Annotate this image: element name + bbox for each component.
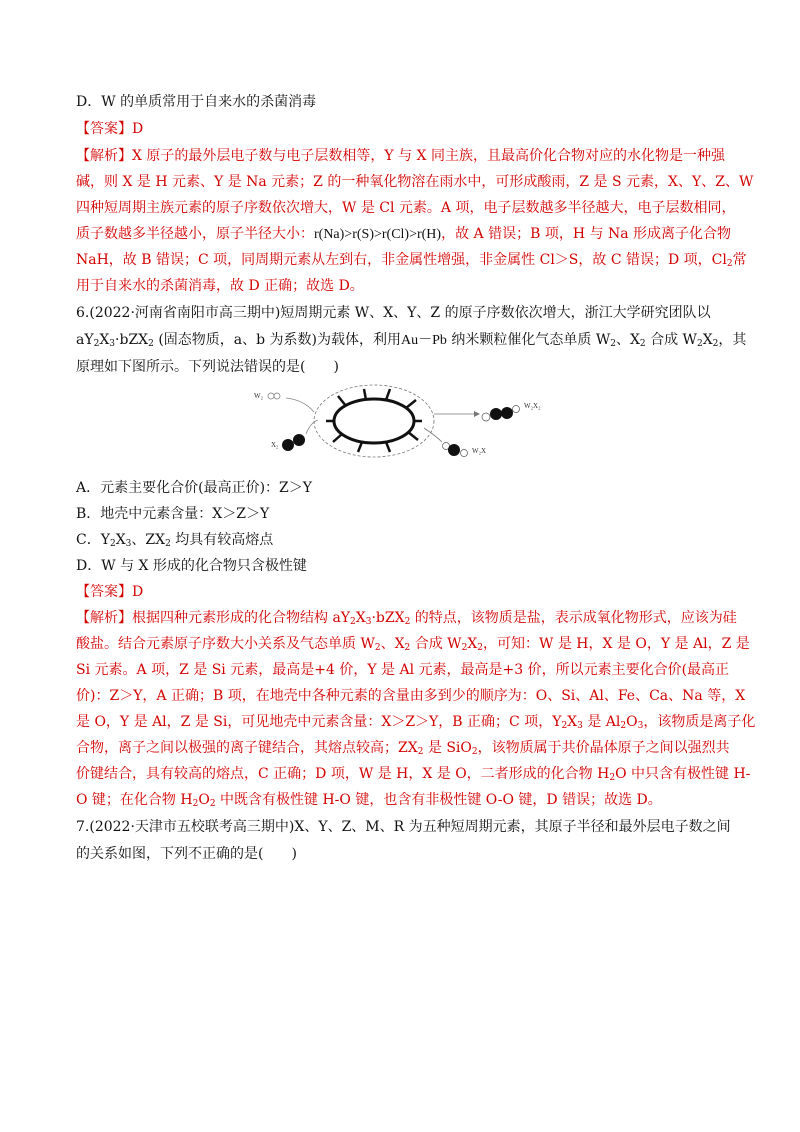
subscript: 2 — [165, 539, 171, 549]
subscript: 3 — [125, 539, 132, 549]
analysis-text: ，故 A 错误；B 项，H 与 Na 形成离子化合物 — [441, 226, 731, 242]
q6-option-b: B．地壳中元素含量：X＞Z＞Y — [76, 506, 270, 522]
t: 纳米颗粒催化气态单质 W — [446, 332, 611, 348]
q6-analysis-line-5 — [76, 712, 755, 732]
t: (固态物质，a、b 为系数)为载体，利用 — [153, 332, 402, 348]
t: X — [115, 532, 126, 548]
subscript: 2 — [192, 799, 199, 809]
t: 合物，离子之间以极强的离子键结合，其熔点较高；ZX — [76, 740, 418, 756]
analysis-tag: 【解析】 — [76, 610, 132, 626]
x-atom — [501, 407, 513, 419]
q5-analysis-line-4 — [76, 224, 731, 245]
q6-answer — [76, 582, 143, 602]
answer-value: D — [132, 584, 144, 600]
t: aY — [76, 332, 94, 348]
reaction-diagram — [246, 384, 556, 464]
q5-analysis-line-6: 用于自来水的杀菌消毒，故 D 正确；故选 D。 — [76, 278, 364, 294]
q6-analysis-line-1 — [76, 608, 737, 628]
t: ·bZX — [371, 610, 405, 626]
label-x2: X₂ — [271, 441, 279, 449]
q6-stem-line-2 — [76, 330, 746, 351]
t: X — [355, 610, 366, 626]
arrow-out-w2x — [424, 428, 442, 442]
q6-analysis-line-7 — [76, 764, 750, 784]
t: ，可知：W 是 H，X 是 O，Y 是 Al，Z 是 — [483, 636, 750, 652]
subscript: 2 — [639, 339, 646, 349]
t: 是 SiO — [423, 740, 472, 756]
t: ，该物质是离子化 — [643, 714, 756, 730]
subscript: 2 — [726, 259, 733, 269]
radius-formula: r(Na)>r(S)>r(Cl)>r(H) — [314, 227, 442, 242]
x-atom — [490, 408, 502, 420]
q6-stem-line-1: 6.(2022·河南省南阳市高三期中)短周期元素 W、X、Y、Z 的原子序数依次增大，浙江大学研究团队以 — [76, 305, 711, 321]
subscript: 2 — [417, 747, 424, 757]
q6-analysis-line-8 — [76, 790, 662, 810]
subscript: 2 — [350, 617, 356, 627]
x-atom — [282, 439, 294, 451]
subscript: 2 — [209, 799, 216, 809]
q7-stem-line-1: 7.(2022·天津市五校联考高三期中)X、Y、Z、M、R 为五种短周期元素，其原子半径和最外层电子数之间 — [76, 819, 731, 835]
subscript: 2 — [712, 339, 719, 349]
t: O — [626, 714, 638, 730]
subscript: 2 — [404, 643, 411, 653]
t: 均具有较高熔点 — [170, 532, 274, 548]
t: C．Y — [76, 532, 110, 548]
subscript: 2 — [609, 773, 616, 783]
q6-option-c — [76, 530, 273, 550]
arrow-in-w2 — [286, 398, 314, 412]
subscript: 2 — [471, 747, 478, 757]
w-atom — [268, 393, 274, 399]
subscript: 2 — [620, 721, 627, 731]
q7-stem-line-2: 的关系如图，下列不正确的是( ) — [76, 846, 297, 862]
q5-analysis-line-3: 四种短周期主族元素的原子序数依次增大，W 是 Cl 元素。A 项，电子层数越多半径越大，电子层数相同， — [76, 200, 736, 216]
t: O — [198, 792, 210, 808]
t: X — [567, 714, 578, 730]
subscript: 2 — [696, 339, 703, 349]
answer-value: D — [132, 121, 144, 137]
t: ，其 — [718, 332, 747, 348]
q5-answer — [76, 119, 143, 139]
t: X — [99, 332, 110, 348]
x-atom — [448, 444, 460, 456]
label-w2: W₂ — [254, 392, 264, 400]
subscript: 2 — [109, 539, 116, 549]
q6-analysis-line-4: 价)：Z＞Y，A 正确；B 项，在地壳中各种元素的含量由多到少的顺序为：O、Si、Al、Fe、Ca、Na 等，X — [76, 688, 746, 704]
subscript: 2 — [93, 339, 100, 349]
w-atom — [274, 393, 280, 399]
subscript: 3 — [365, 617, 372, 627]
q5-analysis-line-5 — [76, 250, 747, 270]
analysis-text: X 原子的最外层电子数与电子层数相等，Y 与 X 同主族，且最高价化合物对应的水化物是一种强 — [132, 148, 725, 164]
t: ，该物质属于共价晶体原子之间以强烈共 — [477, 740, 730, 756]
subscript: 2 — [610, 339, 616, 349]
t: 酸盐。结合元素原子序数大小关系及气态单质 W — [76, 636, 375, 652]
subscript: 2 — [148, 339, 154, 349]
w-atom — [482, 413, 490, 421]
t: 、X — [615, 332, 640, 348]
analysis-text: 常 — [732, 252, 747, 268]
catalyst-formula: Au－Pb — [401, 333, 447, 348]
t: 的特点，该物质是盐，表示成氧化物形式，应该为硅 — [410, 610, 737, 626]
t: 价键结合，具有较高的熔点，C 正确；D 项，W 是 H，X 是 O，二者形成的化合物 H — [76, 766, 610, 782]
answer-tag: 【答案】 — [76, 121, 132, 137]
subscript: 3 — [577, 721, 583, 731]
subscript: 2 — [404, 617, 411, 627]
answer-tag: 【答案】 — [76, 584, 132, 600]
w-atom — [513, 406, 520, 413]
subscript: 3 — [109, 339, 116, 349]
t: 合成 W — [410, 636, 462, 652]
label-w2x: W₂X — [472, 447, 487, 455]
t: O 键；在化合物 H — [76, 792, 193, 808]
label-w2x2: W₂X₂ — [524, 402, 541, 410]
q6-analysis-line-6 — [76, 738, 730, 758]
x-atom — [293, 434, 305, 446]
t: O 中只含有极性键 H- — [615, 766, 751, 782]
subscript: 2 — [374, 643, 381, 653]
q6-analysis-line-3: Si 元素。A 项，Z 是 Si 元素，最高是+4 价，Y 是 Al 元素，最高是+3 价，所以元素主要化合价(最高正 — [76, 662, 730, 678]
t: X — [702, 332, 713, 348]
t: 根据四种元素形成的化合物结构 aY — [132, 610, 351, 626]
analysis-tag: 【解析】 — [76, 148, 132, 164]
q6-stem-line-3: 原理如下图所示。下列说法错误的是( ) — [76, 359, 339, 375]
q5-option-d: D．W 的单质常用于自来水的杀菌消毒 — [76, 94, 317, 110]
t: 合成 W — [645, 332, 697, 348]
subscript: 3 — [637, 721, 644, 731]
q5-analysis-line-2: 碱，则 X 是 H 元素、Y 是 Na 元素；Z 的一种氧化物溶在雨水中，可形成酸雨，Z 是 S 元素，X、Y、Z、W — [76, 174, 754, 190]
q6-option-a: A．元素主要化合价(最高正价)：Z＞Y — [76, 480, 313, 496]
t: X — [467, 636, 478, 652]
t: 是 O，Y 是 Al，Z 是 Si，可见地壳中元素含量：X＞Z＞Y，B 正确；C 项，Y — [76, 714, 562, 730]
q6-option-d: D．W 与 X 形成的化合物只含极性键 — [76, 558, 307, 574]
subscript: 2 — [461, 643, 468, 653]
t: 、X — [380, 636, 405, 652]
q6-analysis-line-2 — [76, 634, 750, 654]
subscript: 2 — [477, 643, 484, 653]
subscript: 2 — [561, 721, 568, 731]
q5-analysis-line-1 — [76, 146, 725, 166]
t: 是 Al — [582, 714, 621, 730]
t: 中既含有极性键 H-O 键，也含有非极性键 O-O 键，D 错误；故选 D。 — [215, 792, 662, 808]
analysis-text: 质子数越多半径越小，原子半径大小： — [76, 226, 314, 242]
arrow-in-x2 — [306, 420, 318, 434]
w-atom — [461, 450, 468, 457]
analysis-text: NaH，故 B 错误；C 项，同周期元素从左到右，非金属性增强，非金属性 Cl＞S，故 C 错误；D 项，Cl — [76, 252, 727, 268]
arrow-head — [474, 411, 480, 417]
t: ·bZX — [115, 332, 149, 348]
t: 、ZX — [131, 532, 166, 548]
